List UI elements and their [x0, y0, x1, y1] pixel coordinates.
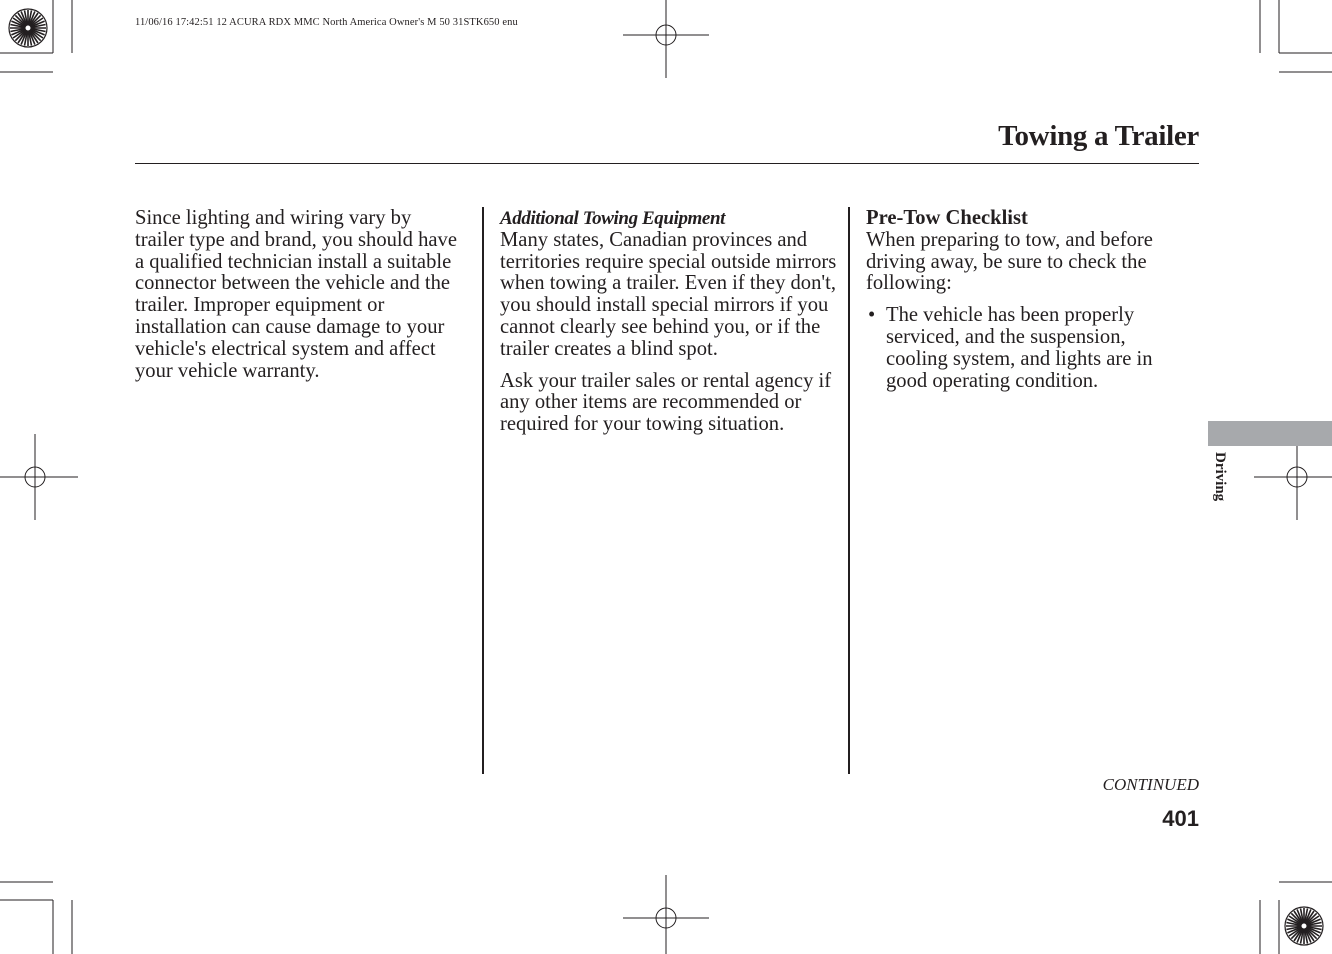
connector-paragraph: Since lighting and wiring vary by trailer type and brand, you should have a qualified technician install a suitable connector between the vehicle and the trailer. Improper equipment or installation can cause damage to your vehicle's electrical system and affect your vehicle warranty. [135, 207, 457, 382]
list-item-text: The vehicle has been properly serviced, and the suspension, cooling system, and lights are in good operating condition. [886, 304, 1153, 392]
mirrors-paragraph: Many states, Canadian provinces and territories require special outside mirrors when towing a trailer. Even if they don't, you should install special mirrors if you cannot clearly see behind you, or if the trailer creates a blind spot. [500, 228, 837, 360]
title-rule [135, 163, 1199, 164]
additional-equipment-heading: Additional Towing Equipment [500, 208, 726, 229]
section-tab-label: Driving [1212, 452, 1228, 502]
checklist-intro: When preparing to tow, and before driving away, be sure to check the following: [866, 228, 1153, 295]
bullet-icon: • [868, 304, 876, 327]
section-tab [1208, 421, 1332, 446]
checklist-list [866, 305, 1186, 392]
page-title: Towing a Trailer [998, 120, 1199, 152]
pre-tow-checklist-heading: Pre-Tow Checklist [866, 207, 1028, 229]
column-middle [500, 208, 840, 436]
column-right [866, 208, 1186, 392]
column-left [135, 208, 465, 382]
print-job-info: 11/06/16 17:42:51 12 ACURA RDX MMC North America Owner's M 50 31STK650 enu [135, 17, 518, 28]
page-number: 401 [1162, 806, 1199, 831]
continued-label: CONTINUED [1102, 775, 1199, 794]
column-divider-left [482, 207, 484, 774]
ask-dealer-paragraph: Ask your trailer sales or rental agency if any other items are recommended or required for your towing situation. [500, 369, 832, 436]
column-divider-right [848, 207, 850, 774]
list-item [866, 305, 1186, 392]
